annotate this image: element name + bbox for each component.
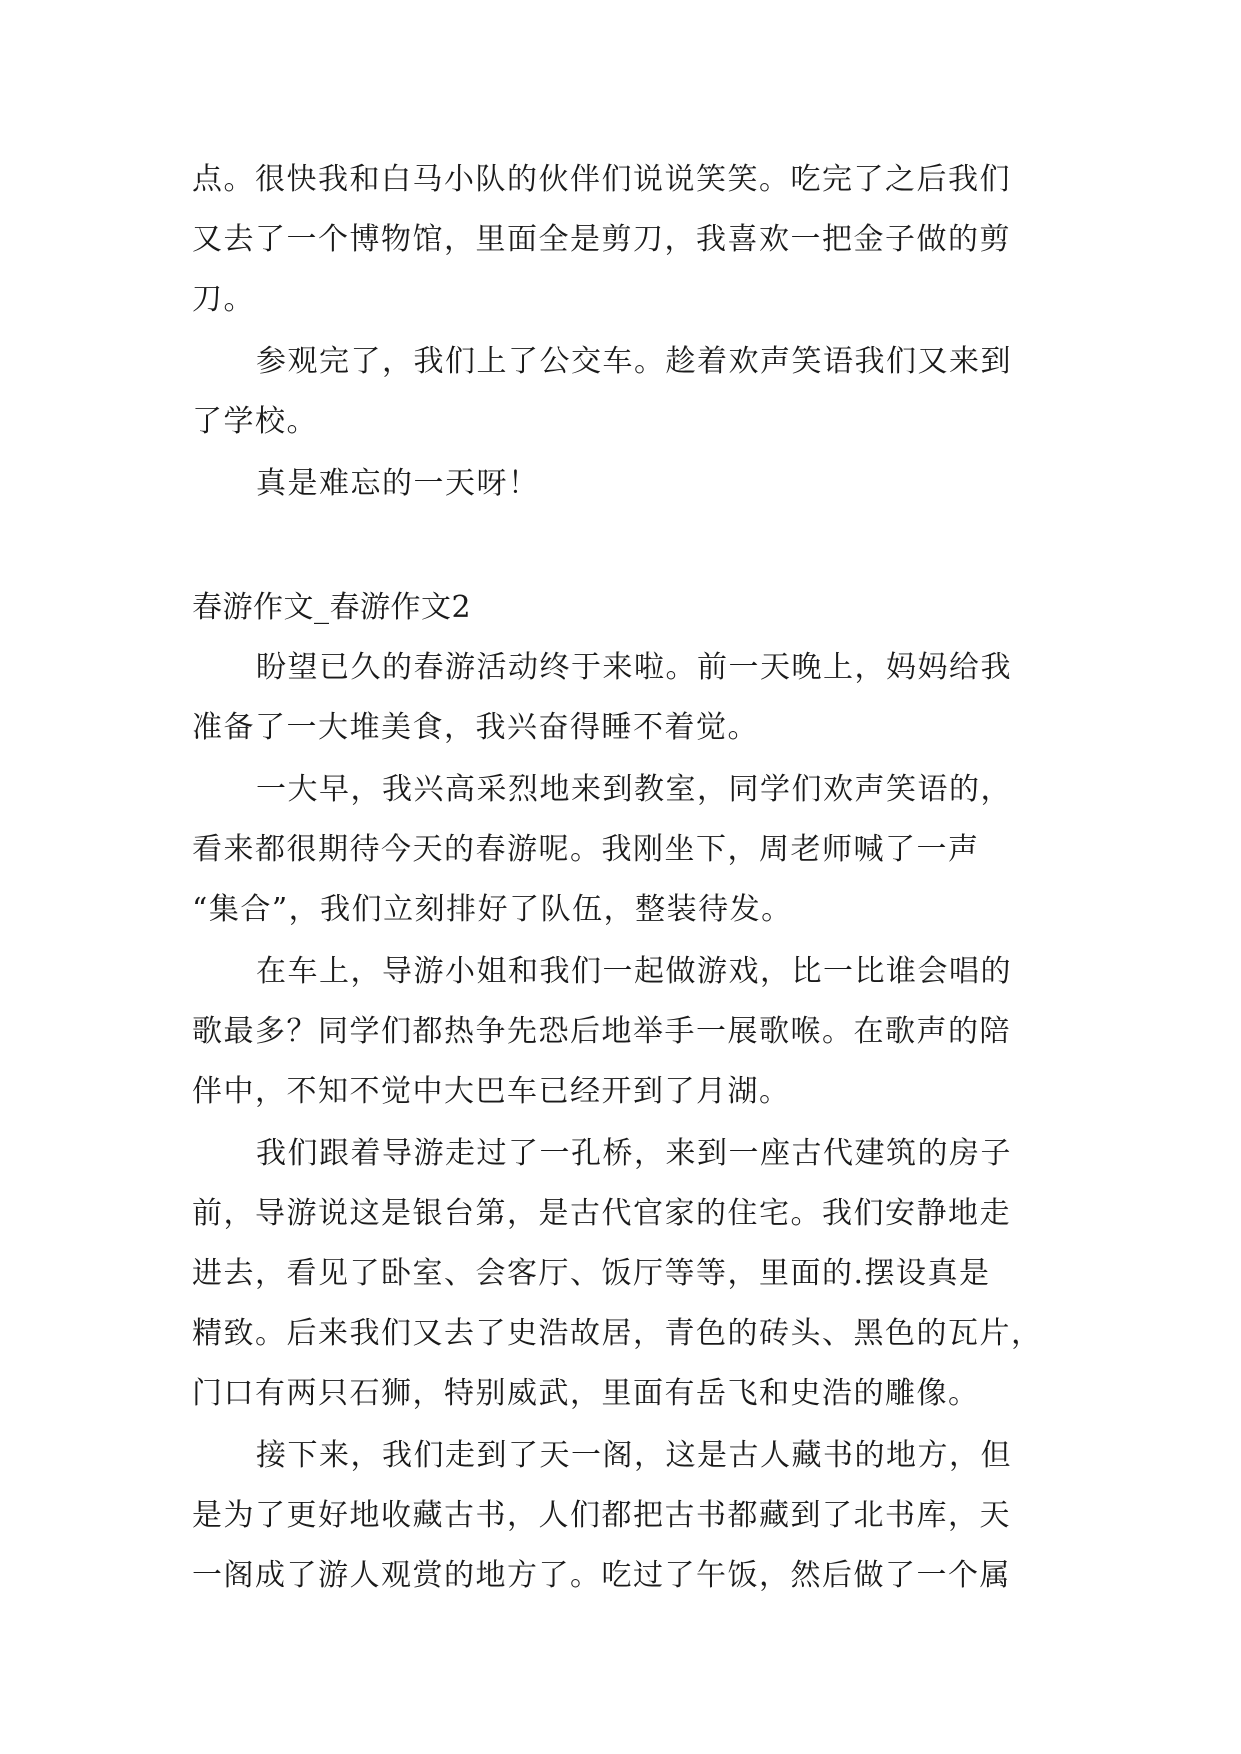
paragraph-line: 是为了更好地收藏古书，人们都把古书都藏到了北书库，天 [192, 1498, 1011, 1533]
paragraph-line: “集合”，我们立刻排好了队伍，整装待发。 [192, 892, 793, 927]
paragraph-line: 精致。后来我们又去了史浩故居，青色的砖头、黑色的瓦片， [192, 1316, 1043, 1351]
paragraph-line: 一阁成了游人观赏的地方了。吃过了午饭，然后做了一个属 [192, 1558, 1011, 1593]
paragraph-line: 点。很快我和白马小队的伙伴们说说笑笑。吃完了之后我们 [192, 162, 1011, 197]
paragraph-line: 盼望已久的春游活动终于来啦。前一天晚上，妈妈给我 [256, 650, 1012, 685]
paragraph-line: 进去，看见了卧室、会客厅、饭厅等等，里面的.摆设真是 [192, 1256, 991, 1291]
paragraph-line: 歌最多？同学们都热争先恐后地举手一展歌喉。在歌声的陪 [192, 1014, 1011, 1049]
section-title: 春游作文_春游作文2 [192, 590, 472, 625]
paragraph-line: 又去了一个博物馆，里面全是剪刀，我喜欢一把金子做的剪 [192, 222, 1011, 257]
paragraph-line: 一大早，我兴高采烈地来到教室，同学们欢声笑语的， [256, 772, 1012, 807]
paragraph-line: 伴中，不知不觉中大巴车已经开到了月湖。 [192, 1074, 791, 1109]
paragraph-line: 参观完了，我们上了公交车。趁着欢声笑语我们又来到 [256, 344, 1012, 379]
paragraph-line: 真是难忘的一天呀！ [256, 466, 540, 501]
paragraph-line: 门口有两只石狮，特别威武，里面有岳飞和史浩的雕像。 [192, 1376, 980, 1411]
paragraph-line: 准备了一大堆美食，我兴奋得睡不着觉。 [192, 710, 759, 745]
paragraph-line: 我们跟着导游走过了一孔桥，来到一座古代建筑的房子 [256, 1136, 1012, 1171]
paragraph-line: 刀。 [192, 282, 255, 317]
paragraph-line: 接下来，我们走到了天一阁，这是古人藏书的地方，但 [256, 1438, 1012, 1473]
paragraph-line: 前，导游说这是银台第，是古代官家的住宅。我们安静地走 [192, 1196, 1011, 1231]
paragraph-line: 了学校。 [192, 404, 318, 439]
paragraph-line: 在车上，导游小姐和我们一起做游戏，比一比谁会唱的 [256, 954, 1012, 989]
paragraph-line: 看来都很期待今天的春游呢。我刚坐下，周老师喊了一声 [192, 832, 980, 867]
